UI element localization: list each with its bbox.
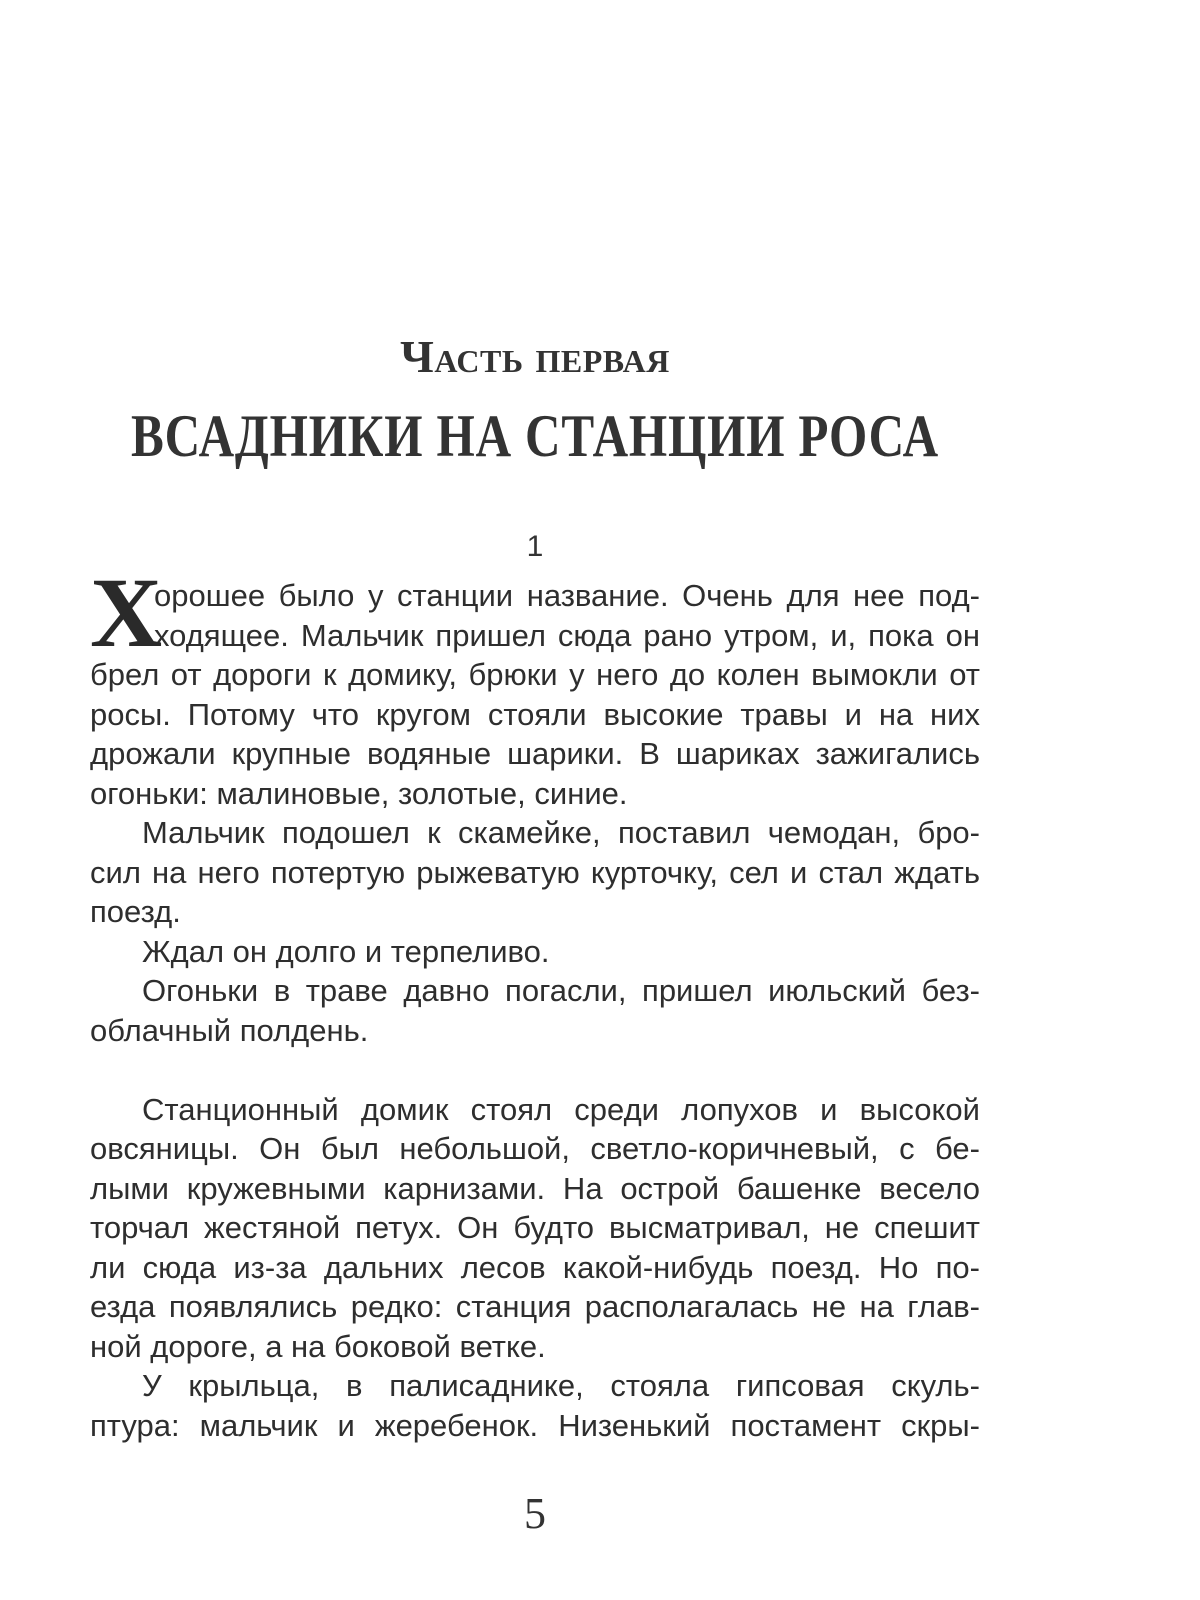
text-line: торчал жестяной петух. Он будто высматривал, не спешит <box>90 1210 980 1245</box>
text-line: ли сюда из-за дальних лесов какой-нибудь поезд. Но по- <box>90 1249 980 1285</box>
text-line: сил на него потертую рыжеватую курточку, сел и стал ждать <box>90 854 980 890</box>
text-line: Ждал он долго и терпеливо. <box>142 933 550 969</box>
text-line: лыми кружевными карнизами. На острой башенке весело <box>90 1170 980 1206</box>
text-line: ходящее. Мальчик пришел сюда рано утром, и, пока он <box>154 617 980 653</box>
text-line: птура: мальчик и жеребенок. Низенький постамент скры- <box>90 1407 980 1443</box>
text-line: росы. Потому что кругом стояли высокие травы и на них <box>90 696 980 732</box>
part-label: Часть первая <box>400 331 670 382</box>
text-line: дрожали крупные водяные шарики. В шариках зажигались <box>90 736 980 771</box>
section-gap <box>90 1050 980 1090</box>
body-text <box>90 557 980 1445</box>
page-number: 5 <box>524 1489 546 1538</box>
text-line: езда появлялись редко: станция располагалась не на глав- <box>90 1289 980 1324</box>
text-line: ной дороге, а на боковой ветке. <box>90 1328 546 1364</box>
text-line: У крыльца, в палисаднике, стояла гипсовая скуль- <box>142 1368 980 1403</box>
text-line: Мальчик подошел к скамейке, поставил чемодан, бро- <box>142 815 980 850</box>
text-line: Огоньки в траве давно погасли, пришел июльский без- <box>142 973 980 1008</box>
text-line: Станционный домик стоял среди лопухов и высокой <box>142 1091 980 1127</box>
chapter-number: 1 <box>526 530 544 563</box>
text-line: облачный полдень. <box>90 1012 369 1048</box>
text-line: орошее было у станции название. Очень для нее под- <box>154 578 980 613</box>
text-line: овсяницы. Он был небольшой, светло-коричневый, с бе- <box>90 1131 980 1166</box>
text-line: огоньки: малиновые, золотые, синие. <box>90 775 628 811</box>
text-line: поезд. <box>90 894 181 929</box>
text-line: брел от дороги к домику, брюки у него до колен вымокли от <box>90 657 980 692</box>
drop-cap: Х <box>90 557 163 668</box>
part-title: ВСАДНИКИ НА СТАНЦИИ РОСА <box>131 403 939 469</box>
